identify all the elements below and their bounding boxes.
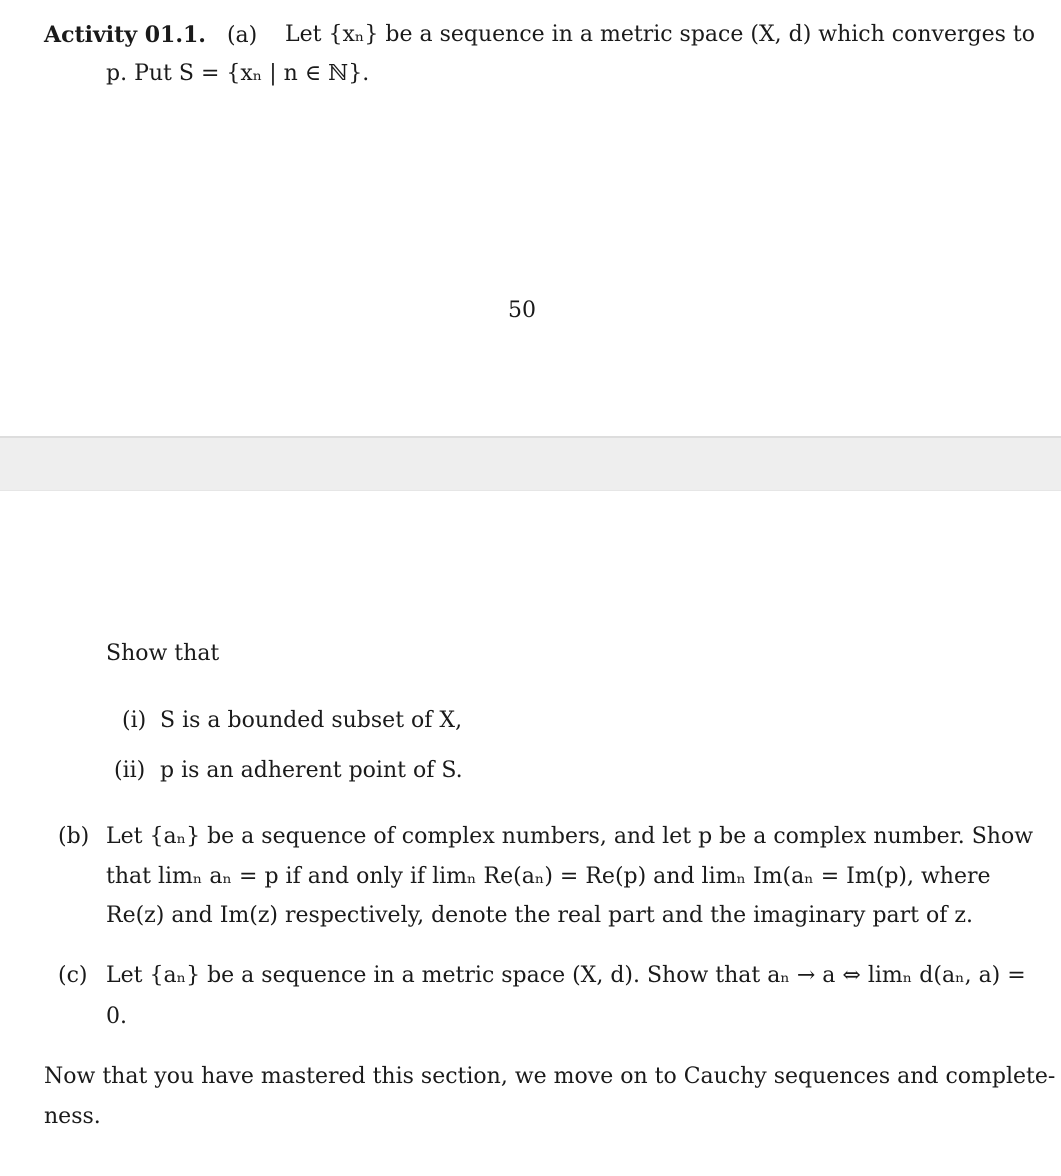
part-b-line-2: that limₙ aₙ = p if and only if limₙ Re(aₙ) = Re(p) and limₙ Im(aₙ = Im(p), where — [106, 864, 991, 889]
item-ii-label: (ii) — [114, 758, 146, 783]
closing-line-1: Now that you have mastered this section, we move on to Cauchy sequences and complete- — [44, 1064, 1056, 1089]
part-b-label: (b) — [58, 824, 90, 849]
item-i-label: (i) — [122, 708, 147, 733]
part-a-line-1: Let {xₙ} be a sequence in a metric space (X, d) which converges to — [285, 22, 1035, 47]
part-a-label: (a) — [226, 23, 258, 48]
part-a-line-2: p. Put S = {xₙ | n ∈ ℕ}. — [106, 61, 370, 86]
item-ii-text: p is an adherent point of S. — [160, 758, 463, 783]
activity-label: Activity 01.1. — [44, 22, 206, 48]
activity-heading — [44, 24, 257, 47]
part-c-line-1: Let {aₙ} be a sequence in a metric space (X, d). Show that aₙ → a ⇔ limₙ d(aₙ, a) = — [106, 963, 1026, 988]
part-b-line-3: Re(z) and Im(z) respectively, denote the real part and the imaginary part of z. — [106, 903, 973, 928]
closing-line-2: ness. — [44, 1104, 101, 1129]
item-i-text: S is a bounded subset of X, — [160, 708, 463, 733]
part-b-line-1: Let {aₙ} be a sequence of complex numbers, and let p be a complex number. Show — [106, 824, 1034, 849]
show-that: Show that — [106, 641, 220, 666]
page-break-separator — [0, 436, 1061, 491]
part-c-line-2: 0. — [106, 1004, 127, 1029]
part-c-label: (c) — [58, 963, 88, 988]
page-number: 50 — [508, 298, 536, 323]
